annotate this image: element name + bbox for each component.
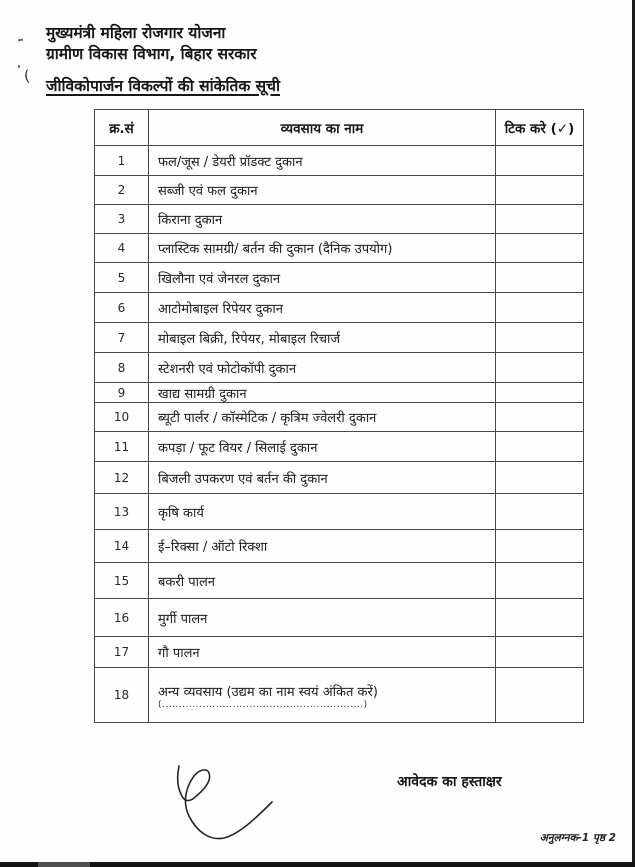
department-title: ग्रामीण विकास विभाग, बिहार सरकार <box>46 45 257 63</box>
serial-cell: 11 <box>95 432 149 462</box>
serial-cell: 16 <box>95 599 149 637</box>
business-name-cell: सब्जी एवं फल दुकान <box>149 176 496 205</box>
business-name-cell <box>149 668 496 723</box>
header-serial: क्र.सं <box>95 110 149 146</box>
tick-cell <box>496 563 584 599</box>
serial-cell: 6 <box>95 293 149 323</box>
serial-cell: 14 <box>95 530 149 563</box>
serial-cell: 12 <box>95 462 149 494</box>
business-name-cell: ब्यूटी पार्लर / कॉस्मेटिक / कृत्रिम ज्वेलरी दुकान <box>149 403 496 432</box>
other-business-label: अन्य व्यवसाय (उद्यम का नाम स्वयं अंकित करें) <box>158 685 378 700</box>
table-row <box>95 293 584 323</box>
table-row <box>95 637 584 668</box>
table-row <box>95 323 584 353</box>
applicant-signature <box>146 746 280 854</box>
business-name-cell: बिजली उपकरण एवं बर्तन की दुकान <box>149 462 496 494</box>
table-header-row <box>95 110 584 146</box>
tick-cell <box>496 205 584 234</box>
serial-cell: 3 <box>95 205 149 234</box>
table-row <box>95 234 584 263</box>
business-name-cell: कृषि कार्य <box>149 494 496 530</box>
table-row <box>95 205 584 234</box>
business-name-cell: मोबाइल बिक्री, रिपेयर, मोबाइल रिचार्ज <box>149 323 496 353</box>
tick-cell <box>496 323 584 353</box>
list-subtitle: जीविकोपार्जन विकल्पों की सांकेतिक सूची <box>46 77 280 95</box>
serial-cell: 2 <box>95 176 149 205</box>
business-name-cell: बकरी पालन <box>149 563 496 599</box>
table-row <box>95 263 584 293</box>
table-row <box>95 494 584 530</box>
tick-cell <box>496 353 584 383</box>
header-business-name: व्यवसाय का नाम <box>149 110 496 146</box>
scheme-title: मुख्यमंत्री महिला रोजगार योजना <box>46 24 226 42</box>
serial-cell: 10 <box>95 403 149 432</box>
tick-cell <box>496 668 584 723</box>
tick-cell <box>496 293 584 323</box>
tick-cell <box>496 234 584 263</box>
scan-speck-paren: ( <box>23 66 31 86</box>
serial-cell: 7 <box>95 323 149 353</box>
other-business-fill-in-line: (............................................................) <box>158 700 368 710</box>
serial-cell: 8 <box>95 353 149 383</box>
serial-cell: 13 <box>95 494 149 530</box>
header-tick: टिक करे (✓) <box>496 110 584 146</box>
tick-cell <box>496 403 584 432</box>
table-row <box>95 383 584 403</box>
business-name-cell: प्लास्टिक सामग्री/ बर्तन की दुकान (दैनिक उपयोग) <box>149 234 496 263</box>
business-name-cell: खिलौना एवं जेनरल दुकान <box>149 263 496 293</box>
serial-cell: 9 <box>95 383 149 403</box>
livelihood-options-table <box>94 109 584 723</box>
table-row <box>95 176 584 205</box>
tick-cell <box>496 146 584 176</box>
annexure-page-note: अनुलग्नक-1 पृष्ठ 2 <box>539 832 616 844</box>
table-row <box>95 353 584 383</box>
serial-cell: 1 <box>95 146 149 176</box>
business-name-cell: आटोमोबाइल रिपेयर दुकान <box>149 293 496 323</box>
scan-edge-bottom-light-segment <box>38 862 90 867</box>
table-row <box>95 403 584 432</box>
serial-cell: 15 <box>95 563 149 599</box>
tick-cell <box>496 530 584 563</box>
table-row <box>95 432 584 462</box>
scan-edge-bottom <box>0 862 635 867</box>
serial-cell: 17 <box>95 637 149 668</box>
table-row <box>95 599 584 637</box>
table-row <box>95 563 584 599</box>
serial-cell: 18 <box>95 668 149 723</box>
table-row <box>95 146 584 176</box>
tick-cell <box>496 637 584 668</box>
serial-cell: 4 <box>95 234 149 263</box>
business-name-cell: ई–रिक्सा / ऑटो रिक्शा <box>149 530 496 563</box>
business-name-cell: किराना दुकान <box>149 205 496 234</box>
business-name-cell: स्टेशनरी एवं फोटोकॉपी दुकान <box>149 353 496 383</box>
applicant-signature-label: आवेदक का हस्ताक्षर <box>397 774 502 790</box>
tick-cell <box>496 599 584 637</box>
tick-cell <box>496 263 584 293</box>
business-name-cell: खाद्य सामग्री दुकान <box>149 383 496 403</box>
scan-speck-dash <box>18 39 23 42</box>
tick-cell <box>496 383 584 403</box>
scan-speck-dot <box>18 65 20 68</box>
table-row-other-business <box>95 668 584 723</box>
tick-cell <box>496 432 584 462</box>
table-row <box>95 462 584 494</box>
serial-cell: 5 <box>95 263 149 293</box>
table-row <box>95 530 584 563</box>
business-name-cell: मुर्गी पालन <box>149 599 496 637</box>
tick-cell <box>496 494 584 530</box>
tick-cell <box>496 176 584 205</box>
business-name-cell: गौ पालन <box>149 637 496 668</box>
tick-cell <box>496 462 584 494</box>
business-name-cell: फल/जूस / डेयरी प्रॉडक्ट दुकान <box>149 146 496 176</box>
business-name-cell: कपड़ा / फूट वियर / सिलाई दुकान <box>149 432 496 462</box>
